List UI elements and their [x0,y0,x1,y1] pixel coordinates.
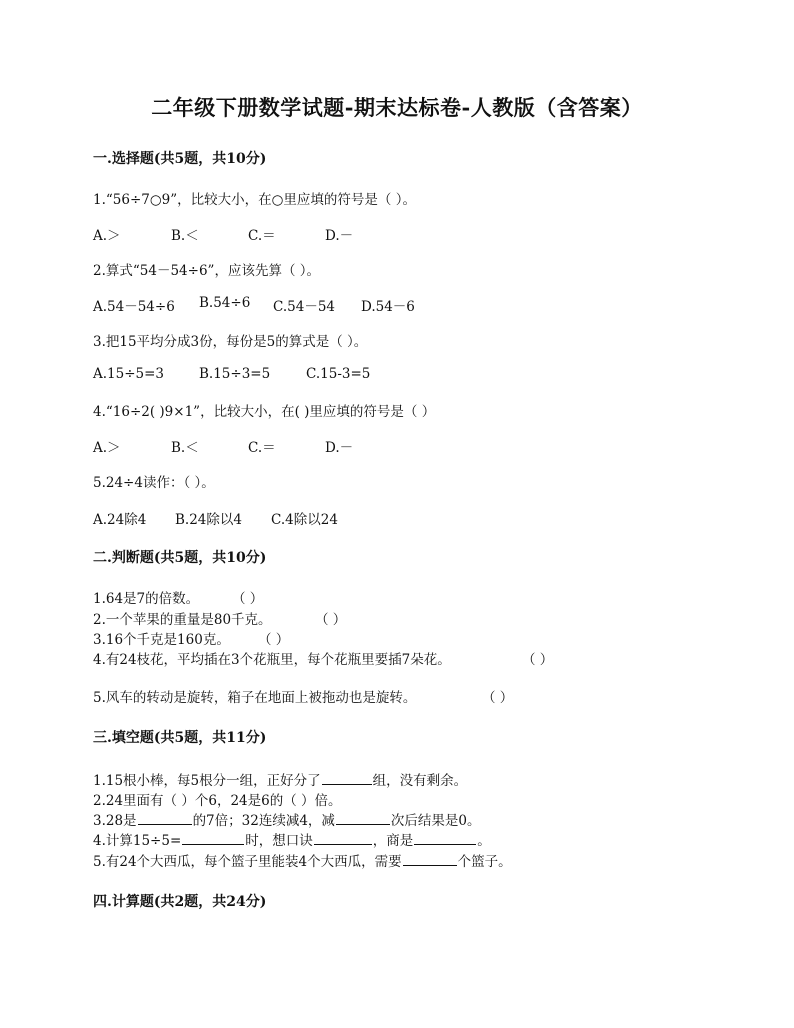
answer-blank [314,832,372,845]
section-heading-fill: 三.填空题(共5题，共11分) [93,730,267,746]
choice-question-2: 2.算式“54－54÷6”，应该先算（ ）。 [93,263,320,279]
fill-question-2: 2.24里面有（ ）个6，24是6的（ ）倍。 [93,793,342,809]
option-b: B.54÷6 [199,295,251,311]
answer-blank [414,832,476,845]
judge-answer-paren-5: （ ） [482,690,514,706]
section-heading-choice: 一.选择题(共5题，共10分) [93,151,267,167]
choice-question-1: 1.“56÷7○9”，比较大小，在○里应填的符号是（ ）。 [93,192,416,208]
answer-blank [403,853,457,866]
option-d: D.－ [325,228,354,244]
option-c: C.4除以24 [271,512,338,528]
answer-blank [182,832,244,845]
fill-text: 3.28是 [93,813,137,829]
fill-text: 个篮子。 [457,854,512,870]
option-a: A.＞ [93,228,121,244]
judge-text: 1.64是7的倍数。 [93,591,200,607]
judge-question-3: 3.16个千克是160克。 [93,632,230,648]
option-c: C.54－54 [273,299,335,315]
fill-text: 组，没有剩余。 [372,773,468,789]
choice-question-3: 3.把15平均分成3份，每份是5的算式是（ ）。 [93,334,368,350]
option-a: A.54－54÷6 [93,299,175,315]
option-d: D.54－6 [361,299,415,315]
option-a: A.15÷5=3 [93,366,165,382]
option-c: C.＝ [248,228,276,244]
fill-text: 的7倍；32连续减4，减 [192,813,335,829]
fill-question-4 [93,829,491,849]
fill-text: 时，想口诀 [245,833,313,849]
judge-answer-paren-1: （ ） [232,591,264,607]
judge-answer-paren-2: （ ） [315,612,347,628]
option-c: C.＝ [248,440,276,456]
choice-question-4: 4.“16÷2( )9×1”，比较大小，在( )里应填的符号是（ ） [93,404,436,420]
judge-question-1 [93,587,199,607]
fill-text: 4.计算15÷5= [93,833,182,849]
answer-blank [138,812,192,825]
page-title: 二年级下册数学试题-期末达标卷-人教版（含答案） [151,95,643,120]
section-heading-calculation: 四.计算题(共2题，共24分) [93,894,267,910]
option-d: D.－ [325,440,354,456]
option-a: A.24除4 [93,512,147,528]
answer-blank [336,812,390,825]
judge-answer-paren-3: （ ） [258,632,290,648]
fill-question-5 [93,850,512,870]
judge-answer-paren-4: （ ） [522,652,554,668]
fill-text: ，商是 [372,833,414,849]
option-c: C.15-3=5 [306,366,371,382]
section-heading-judge: 二.判断题(共5题，共10分) [93,550,267,566]
choice-question-5: 5.24÷4读作：（ ）。 [93,475,215,491]
fill-text: 。 [477,833,491,849]
judge-question-2: 2.一个苹果的重量是80千克。 [93,612,272,628]
option-b: B.15÷3=5 [199,366,271,382]
option-b: B.＜ [171,228,199,244]
fill-question-3 [93,809,481,829]
fill-text: 次后结果是0。 [390,813,481,829]
option-a: A.＞ [93,440,121,456]
option-b: B.24除以4 [175,512,242,528]
judge-question-4: 4.有24枝花，平均插在3个花瓶里，每个花瓶里要插7朵花。 [93,652,451,668]
answer-blank [322,772,372,785]
option-b: B.＜ [171,440,199,456]
fill-text: 1.15根小棒，每5根分一组，正好分了 [93,773,321,789]
fill-question-1 [93,769,467,789]
judge-question-5: 5.风车的转动是旋转，箱子在地面上被拖动也是旋转。 [93,690,417,706]
fill-text: 5.有24个大西瓜，每个篮子里能装4个大西瓜，需要 [93,854,402,870]
